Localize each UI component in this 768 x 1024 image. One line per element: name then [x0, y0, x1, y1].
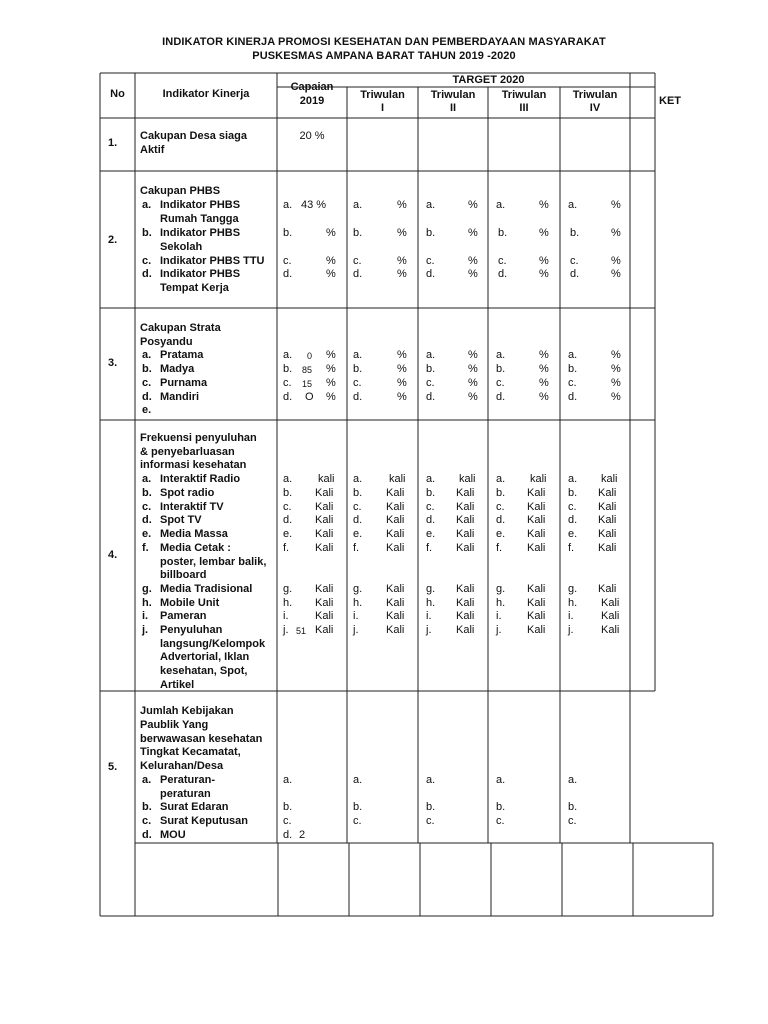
row-4-t1-unit-b: Kali	[386, 487, 405, 499]
row-4-capaian-letter-a: a.	[283, 473, 293, 485]
row-5-heading-2: Paublik Yang	[140, 719, 209, 731]
row-2-t3-letter-a: a.	[496, 199, 506, 211]
header-indikator: Indikator Kinerja	[162, 88, 250, 100]
row-4-t4-letter-a: a.	[568, 473, 578, 485]
row-2-t1-unit-a: %	[397, 199, 407, 211]
header-capaian-line1: Capaian	[290, 81, 334, 93]
row-3-capaian-letter-b: b.	[283, 363, 293, 375]
row-3-t2-unit-c: %	[468, 377, 478, 389]
row-4-t1-unit-a: kali	[389, 473, 406, 485]
row-4-item-g-text: Media Tradisional	[160, 583, 253, 595]
row-4-t1-letter-a: a.	[353, 473, 363, 485]
row-4-heading-1: Frekuensi penyuluhan	[140, 432, 257, 444]
row-4-t2-letter-i: i.	[426, 610, 432, 622]
row-2-item-a-text-1: Indikator PHBS	[160, 199, 241, 211]
row-2-t2-letter-c: c.	[426, 255, 435, 267]
row-5-t1-letter-a: a.	[353, 774, 363, 786]
row-3-heading-2: Posyandu	[140, 336, 193, 348]
row-3-t3-unit-b: %	[539, 363, 549, 375]
row-3-t3-letter-c: c.	[496, 377, 505, 389]
row-4-capaian-unit-f: Kali	[315, 542, 334, 554]
row-2-t2-unit-b: %	[468, 227, 478, 239]
row-2-t4-letter-a: a.	[568, 199, 578, 211]
row-2-item-b-text-1: Indikator PHBS	[160, 227, 241, 239]
row-3-t4-letter-b: b.	[568, 363, 578, 375]
row-4-capaian-value-j: 51	[296, 626, 307, 636]
header-triwulan-4-number: IV	[589, 102, 601, 114]
row-3-t4-unit-d: %	[611, 391, 621, 403]
row-4-t2-letter-b: b.	[426, 487, 436, 499]
row-3-t4-unit-a: %	[611, 349, 621, 361]
row-4-item-j-text-2: langsung/Kelompok	[160, 638, 266, 650]
row-2-item-c-text-1: Indikator PHBS TTU	[160, 255, 265, 267]
row-4-t1-letter-h: h.	[353, 597, 363, 609]
row-2-capaian-letter-c: c.	[283, 255, 292, 267]
row-4-capaian-letter-b: b.	[283, 487, 293, 499]
row-4-t3-letter-f: f.	[496, 542, 503, 554]
row-5-capaian-letter-b: b.	[283, 801, 293, 813]
row-2-t4-letter-c: c.	[570, 255, 579, 267]
row-4-t1-unit-f: Kali	[386, 542, 405, 554]
row-2-t4-letter-d: d.	[570, 268, 580, 280]
row-4-item-j-text-1: Penyuluhan	[160, 624, 223, 636]
row-2-t1-letter-c: c.	[353, 255, 362, 267]
row-4-t2-letter-h: h.	[426, 597, 436, 609]
row-2-no: 2.	[108, 234, 118, 246]
header-triwulan-3: Triwulan	[501, 89, 547, 101]
row-3-t3-unit-d: %	[539, 391, 549, 403]
row-5-t4-letter-c: c.	[568, 815, 577, 827]
row-4-item-f-letter: f.	[142, 542, 149, 554]
row-4-t4-letter-e: e.	[568, 528, 578, 540]
row-3-item-b-letter: b.	[142, 363, 152, 375]
row-4-t4-unit-i: Kali	[601, 610, 620, 622]
row-2-t3-letter-b: b.	[498, 227, 508, 239]
row-4-t2-letter-e: e.	[426, 528, 436, 540]
row-4-t4-unit-b: Kali	[598, 487, 617, 499]
row-1-capaian: 20 %	[299, 130, 325, 142]
row-5-capaian-letter-d: d.	[283, 829, 293, 841]
row-4-t3-unit-i: Kali	[527, 610, 546, 622]
row-2-t3-unit-c: %	[539, 255, 549, 267]
row-3-t4-unit-b: %	[611, 363, 621, 375]
row-5-heading-5: Kelurahan/Desa	[140, 760, 224, 772]
row-4-t2-letter-f: f.	[426, 542, 433, 554]
row-5-item-a-text-1: Peraturan-	[160, 774, 216, 786]
row-4-t4-letter-g: g.	[568, 583, 578, 595]
row-4-t3-unit-j: Kali	[527, 624, 546, 636]
row-4-capaian-unit-j: Kali	[315, 624, 334, 636]
row-4-t1-unit-e: Kali	[386, 528, 405, 540]
row-4-t4-unit-h: Kali	[601, 597, 620, 609]
row-4-t3-unit-h: Kali	[527, 597, 546, 609]
row-3-item-e-letter: e.	[142, 404, 152, 416]
row-1-indikator-line2: Aktif	[140, 144, 165, 156]
row-4-t1-letter-e: e.	[353, 528, 363, 540]
row-4-no: 4.	[108, 549, 118, 561]
row-1-indikator-line1: Cakupan Desa siaga	[140, 130, 247, 142]
row-2-item-b-letter: b.	[142, 227, 152, 239]
row-4-item-e-text: Media Massa	[160, 528, 228, 540]
header-target: TARGET 2020	[452, 74, 525, 86]
row-4-capaian-letter-g: g.	[283, 583, 293, 595]
row-4-capaian-unit-h: Kali	[315, 597, 334, 609]
row-4-t3-unit-a: kali	[530, 473, 547, 485]
row-5-item-a-letter: a.	[142, 774, 152, 786]
row-2-capaian-letter-b: b.	[283, 227, 293, 239]
header-no: No	[110, 88, 125, 100]
row-4-capaian-unit-d: Kali	[315, 514, 334, 526]
row-4-capaian-letter-j: j.	[283, 624, 289, 636]
row-2-t4-unit-a: %	[611, 199, 621, 211]
header-triwulan-2: Triwulan	[430, 89, 476, 101]
row-3-no: 3.	[108, 357, 118, 369]
row-4-t1-letter-i: i.	[353, 610, 359, 622]
row-3-t1-letter-a: a.	[353, 349, 363, 361]
row-3-capaian-value-a: 0	[307, 351, 313, 361]
row-4-t2-unit-h: Kali	[456, 597, 475, 609]
row-4-item-j-text-4: kesehatan, Spot,	[160, 665, 248, 677]
row-2-t3-unit-a: %	[539, 199, 549, 211]
row-2-t3-letter-c: c.	[498, 255, 507, 267]
row-3-capaian-value-c: 15	[302, 379, 313, 389]
row-4-t2-unit-f: Kali	[456, 542, 475, 554]
row-2-t3-letter-d: d.	[498, 268, 508, 280]
row-4-t4-letter-f: f.	[568, 542, 575, 554]
row-4-item-c-letter: c.	[142, 501, 152, 513]
row-4-item-g-letter: g.	[142, 583, 152, 595]
row-4-item-f-text-1: Media Cetak :	[160, 542, 231, 554]
row-4-t4-unit-a: kali	[601, 473, 618, 485]
row-3-capaian-letter-d: d.	[283, 391, 293, 403]
row-4-t4-unit-g: Kali	[598, 583, 617, 595]
row-3-t2-unit-a: %	[468, 349, 478, 361]
row-4-item-a-letter: a.	[142, 473, 152, 485]
row-3-t1-unit-d: %	[397, 391, 407, 403]
row-4-t3-letter-j: j.	[496, 624, 502, 636]
row-3-t2-letter-b: b.	[426, 363, 436, 375]
row-4-capaian-letter-f: f.	[283, 542, 290, 554]
row-4-item-f-text-3: billboard	[160, 569, 207, 581]
row-2-t2-letter-b: b.	[426, 227, 436, 239]
row-2-heading: Cakupan PHBS	[140, 185, 221, 197]
row-4-t4-letter-j: j.	[568, 624, 574, 636]
row-4-t1-letter-j: j.	[353, 624, 359, 636]
row-3-capaian-value-d: O	[305, 391, 314, 403]
row-2-t1-letter-a: a.	[353, 199, 363, 211]
row-3-t3-letter-b: b.	[496, 363, 506, 375]
row-4-t2-unit-j: Kali	[456, 624, 475, 636]
row-3-capaian-unit-a: %	[326, 349, 336, 361]
row-4-capaian-letter-e: e.	[283, 528, 293, 540]
row-3-t2-letter-c: c.	[426, 377, 435, 389]
row-2-t4-unit-d: %	[611, 268, 621, 280]
row-4-item-h-text: Mobile Unit	[160, 597, 220, 609]
row-4-capaian-unit-a: kali	[318, 473, 335, 485]
row-4-t1-unit-d: Kali	[386, 514, 405, 526]
row-5-t2-letter-a: a.	[426, 774, 436, 786]
row-4-t2-letter-g: g.	[426, 583, 436, 595]
row-4-t4-letter-b: b.	[568, 487, 578, 499]
row-3-heading-1: Cakupan Strata	[140, 322, 221, 334]
row-3-t4-unit-c: %	[611, 377, 621, 389]
row-4-item-b-letter: b.	[142, 487, 152, 499]
row-4-t4-unit-d: Kali	[598, 514, 617, 526]
row-2-item-a-text-2: Rumah Tangga	[160, 213, 239, 225]
row-2-capaian-unit-d: %	[326, 268, 336, 280]
row-2-item-b-text-2: Sekolah	[160, 241, 203, 253]
row-4-capaian-letter-i: i.	[283, 610, 289, 622]
row-2-t2-letter-a: a.	[426, 199, 436, 211]
row-2-capaian-letter-a: a.	[283, 199, 293, 211]
row-2-t3-unit-b: %	[539, 227, 549, 239]
header-triwulan-1: Triwulan	[360, 89, 405, 101]
row-5-capaian-value-d: 2	[299, 829, 306, 841]
row-5-no: 5.	[108, 761, 118, 773]
row-4-capaian-unit-c: Kali	[315, 501, 334, 513]
row-3-t1-letter-d: d.	[353, 391, 363, 403]
row-5-t3-letter-a: a.	[496, 774, 506, 786]
row-5-capaian-letter-c: c.	[283, 815, 292, 827]
row-5-t3-letter-c: c.	[496, 815, 505, 827]
document-title: INDIKATOR KINERJA PROMOSI KESEHATAN DAN PEMBERDAYAAN MASYARAKAT	[162, 36, 606, 48]
row-5-t4-letter-a: a.	[568, 774, 578, 786]
row-4-t3-letter-c: c.	[496, 501, 505, 513]
row-4-item-i-letter: i.	[142, 610, 149, 622]
row-4-capaian-letter-d: d.	[283, 514, 293, 526]
row-4-item-j-text-5: Artikel	[160, 679, 195, 691]
row-4-item-a-text: Interaktif Radio	[160, 473, 241, 485]
row-3-t1-unit-a: %	[397, 349, 407, 361]
row-4-t2-unit-c: Kali	[456, 501, 475, 513]
row-2-t1-letter-d: d.	[353, 268, 363, 280]
row-4-item-j-text-3: Advertorial, Iklan	[160, 651, 250, 663]
row-3-capaian-unit-d: %	[326, 391, 336, 403]
row-2-item-a-letter: a.	[142, 199, 152, 211]
row-5-heading-4: Tingkat Kecamatat,	[140, 746, 241, 758]
row-4-t1-unit-j: Kali	[386, 624, 405, 636]
row-4-heading-2: & penyebarluasan	[140, 446, 235, 458]
row-2-capaian-unit-b: %	[326, 227, 336, 239]
row-4-heading-3: informasi kesehatan	[140, 459, 247, 471]
header-capaian-line2: 2019	[299, 95, 325, 107]
row-2-item-d-letter: d.	[142, 268, 152, 280]
row-4-t2-unit-d: Kali	[456, 514, 475, 526]
row-3-item-b-text: Madya	[160, 363, 195, 375]
row-5-capaian-letter-a: a.	[283, 774, 293, 786]
row-3-item-c-letter: c.	[142, 377, 152, 389]
row-1-no: 1.	[108, 137, 118, 149]
row-4-item-i-text: Pameran	[160, 610, 207, 622]
row-3-t2-letter-d: d.	[426, 391, 436, 403]
row-4-capaian-unit-i: Kali	[315, 610, 334, 622]
row-2-t4-letter-b: b.	[570, 227, 580, 239]
row-4-t2-letter-j: j.	[426, 624, 432, 636]
row-2-capaian-letter-d: d.	[283, 268, 293, 280]
row-3-item-d-text: Mandiri	[160, 391, 200, 403]
row-4-t2-unit-e: Kali	[456, 528, 475, 540]
row-3-t3-letter-d: d.	[496, 391, 506, 403]
row-4-t1-unit-i: Kali	[386, 610, 405, 622]
row-4-item-j-letter: j.	[142, 624, 149, 636]
row-4-t4-letter-h: h.	[568, 597, 578, 609]
row-4-t4-unit-j: Kali	[601, 624, 620, 636]
header-triwulan-2-number: II	[449, 102, 457, 114]
row-4-t2-unit-i: Kali	[456, 610, 475, 622]
row-4-t4-letter-d: d.	[568, 514, 578, 526]
row-4-t4-letter-c: c.	[568, 501, 577, 513]
row-2-t1-unit-d: %	[397, 268, 407, 280]
row-3-t4-letter-a: a.	[568, 349, 578, 361]
row-4-capaian-letter-c: c.	[283, 501, 292, 513]
row-3-item-c-text: Purnama	[160, 377, 208, 389]
row-2-t1-unit-c: %	[397, 255, 407, 267]
row-5-item-c-letter: c.	[142, 815, 152, 827]
row-5-t2-letter-c: c.	[426, 815, 435, 827]
row-5-heading-1: Jumlah Kebijakan	[140, 705, 234, 717]
row-3-t1-unit-b: %	[397, 363, 407, 375]
document-subtitle: PUSKESMAS AMPANA BARAT TAHUN 2019 -2020	[252, 50, 516, 62]
row-4-t3-letter-d: d.	[496, 514, 506, 526]
row-4-t4-unit-e: Kali	[598, 528, 617, 540]
row-2-t4-unit-c: %	[611, 255, 621, 267]
row-4-t3-letter-g: g.	[496, 583, 506, 595]
row-4-t2-letter-a: a.	[426, 473, 436, 485]
row-4-t3-letter-b: b.	[496, 487, 506, 499]
row-4-item-b-text: Spot radio	[160, 487, 215, 499]
header-triwulan-1-number: I	[380, 102, 385, 114]
row-4-t3-unit-g: Kali	[527, 583, 546, 595]
row-3-t4-letter-d: d.	[568, 391, 578, 403]
row-3-t1-letter-b: b.	[353, 363, 363, 375]
row-2-t1-letter-b: b.	[353, 227, 363, 239]
row-2-t2-unit-d: %	[468, 268, 478, 280]
row-4-t1-unit-g: Kali	[386, 583, 405, 595]
row-2-t3-unit-d: %	[539, 268, 549, 280]
row-5-item-d-text: MOU	[160, 829, 186, 841]
row-4-t2-letter-d: d.	[426, 514, 436, 526]
row-5-item-c-text: Surat Keputusan	[160, 815, 249, 827]
row-3-t1-unit-c: %	[397, 377, 407, 389]
row-4-t3-letter-a: a.	[496, 473, 506, 485]
row-3-t4-letter-c: c.	[568, 377, 577, 389]
row-3-t2-letter-a: a.	[426, 349, 436, 361]
row-4-capaian-unit-b: Kali	[315, 487, 334, 499]
row-5-t4-letter-b: b.	[568, 801, 578, 813]
row-2-t1-unit-b: %	[397, 227, 407, 239]
row-4-t4-unit-f: Kali	[598, 542, 617, 554]
row-4-t3-letter-h: h.	[496, 597, 506, 609]
row-2-item-c-letter: c.	[142, 255, 152, 267]
row-2-item-d-text-1: Indikator PHBS	[160, 268, 241, 280]
row-3-capaian-letter-a: a.	[283, 349, 293, 361]
row-5-t2-letter-b: b.	[426, 801, 436, 813]
row-4-t4-letter-i: i.	[568, 610, 574, 622]
row-4-item-c-text: Interaktif TV	[160, 501, 224, 513]
row-2-t4-unit-b: %	[611, 227, 621, 239]
row-3-t1-letter-c: c.	[353, 377, 362, 389]
row-4-t4-unit-c: Kali	[598, 501, 617, 513]
row-3-t2-unit-d: %	[468, 391, 478, 403]
row-4-t3-unit-c: Kali	[527, 501, 546, 513]
row-4-t2-letter-c: c.	[426, 501, 435, 513]
row-3-capaian-value-b: 85	[302, 365, 313, 375]
header-ket: KET	[659, 95, 681, 107]
row-4-item-h-letter: h.	[142, 597, 152, 609]
row-3-t3-unit-c: %	[539, 377, 549, 389]
row-2-t2-letter-d: d.	[426, 268, 436, 280]
row-4-item-f-text-2: poster, lembar balik,	[160, 556, 267, 568]
row-4-t2-unit-g: Kali	[456, 583, 475, 595]
row-4-t1-letter-d: d.	[353, 514, 363, 526]
row-4-t1-unit-c: Kali	[386, 501, 405, 513]
row-4-t2-unit-a: kali	[459, 473, 476, 485]
row-5-item-a-text-2: peraturan	[160, 788, 211, 800]
row-4-t1-unit-h: Kali	[386, 597, 405, 609]
row-4-t1-letter-b: b.	[353, 487, 363, 499]
row-3-t3-letter-a: a.	[496, 349, 506, 361]
row-5-item-b-letter: b.	[142, 801, 152, 813]
row-4-t3-letter-i: i.	[496, 610, 502, 622]
row-3-capaian-unit-c: %	[326, 377, 336, 389]
row-5-item-b-text: Surat Edaran	[160, 801, 229, 813]
row-3-item-a-letter: a.	[142, 349, 152, 361]
row-4-t1-letter-g: g.	[353, 583, 363, 595]
row-5-item-d-letter: d.	[142, 829, 152, 841]
row-3-capaian-letter-c: c.	[283, 377, 292, 389]
row-2-item-d-text-2: Tempat Kerja	[160, 282, 229, 294]
row-2-t2-unit-a: %	[468, 199, 478, 211]
row-4-t3-unit-d: Kali	[527, 514, 546, 526]
row-4-t2-unit-b: Kali	[456, 487, 475, 499]
header-triwulan-4: Triwulan	[572, 89, 618, 101]
row-4-t1-letter-f: f.	[353, 542, 360, 554]
row-4-t1-letter-c: c.	[353, 501, 362, 513]
row-5-t3-letter-b: b.	[496, 801, 506, 813]
row-4-t3-letter-e: e.	[496, 528, 506, 540]
row-3-t2-unit-b: %	[468, 363, 478, 375]
row-4-item-d-letter: d.	[142, 514, 152, 526]
row-4-capaian-letter-h: h.	[283, 597, 293, 609]
row-5-t1-letter-c: c.	[353, 815, 362, 827]
row-4-capaian-unit-e: Kali	[315, 528, 334, 540]
row-4-t3-unit-b: Kali	[527, 487, 546, 499]
row-3-t3-unit-a: %	[539, 349, 549, 361]
row-2-capaian-value-a: 43 %	[301, 199, 327, 211]
row-3-item-a-text: Pratama	[160, 349, 204, 361]
row-5-heading-3: berwawasan kesehatan	[140, 733, 263, 745]
row-4-t3-unit-f: Kali	[527, 542, 546, 554]
row-3-capaian-unit-b: %	[326, 363, 336, 375]
row-5-t1-letter-b: b.	[353, 801, 363, 813]
header-triwulan-3-number: III	[519, 102, 529, 114]
row-2-capaian-unit-c: %	[326, 255, 336, 267]
row-4-item-e-letter: e.	[142, 528, 152, 540]
row-3-item-d-letter: d.	[142, 391, 152, 403]
row-4-t3-unit-e: Kali	[527, 528, 546, 540]
row-2-t2-unit-c: %	[468, 255, 478, 267]
row-4-item-d-text: Spot TV	[160, 514, 202, 526]
row-4-capaian-unit-g: Kali	[315, 583, 334, 595]
